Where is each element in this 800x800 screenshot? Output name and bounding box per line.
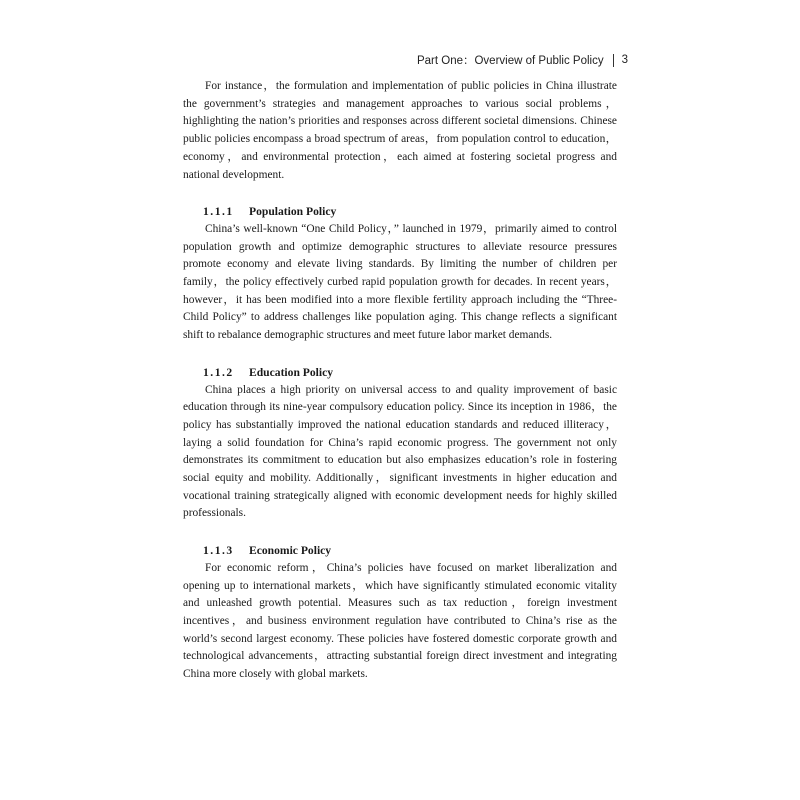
section-title: Economic Policy xyxy=(249,544,332,558)
body-text xyxy=(183,78,617,684)
header-divider xyxy=(613,54,614,67)
section-paragraph: For economic reform，China’s policies have focused on market liberalization and opening up to international markets，which have significantly stimulated economic vitality and unleashed growth potential. Measures such as tax reduction，foreign investment incentives，and business environment regulation have contributed to China’s rise as the world’s second largest economy. These policies have fostered domestic corporate growth and technological advancements，attracting substantial foreign direct investment and integrating China more closely with global markets. xyxy=(183,561,617,681)
section-education-policy xyxy=(183,364,617,523)
section-heading xyxy=(203,542,617,560)
section-number: 1.1.3 xyxy=(203,544,234,558)
section-paragraph: China’s well-known “One Child Policy，” launched in 1979，primarily aimed to control population growth and optimize demographic structures to alleviate resource pressures promote economy and elevate living standards. By limiting the number of children per family，the policy effectively curbed rapid population growth for decades. In recent years，however，it has been modified into a more flexible fertility approach including the “Three-Child Policy” to address challenges like population aging. This change reflects a significant shift to rebalance demographic structures and meet future labor market demands. xyxy=(183,222,617,342)
section-economic-policy xyxy=(183,542,617,684)
section-population-policy xyxy=(183,203,617,345)
section-paragraph: China places a high priority on universal access to and quality improvement of basic education through its nine-year compulsory education policy. Since its inception in 1986，the policy has substantially improved the national education standards and reduced illiteracy，laying a solid foundation for China’s rapid economic progress. The government not only demonstrates its commitment to education but also emphasizes education’s role in fostering social equity and mobility. Additionally，significant investments in higher education and vocational training strategically aligned with economic development needs for highly skilled professionals. xyxy=(183,383,617,520)
section-title: Population Policy xyxy=(249,205,337,219)
running-header xyxy=(417,52,628,68)
page-number: 3 xyxy=(621,54,628,66)
section-heading xyxy=(203,364,617,382)
running-title: Part One：Overview of Public Policy xyxy=(416,55,604,67)
section-number: 1.1.2 xyxy=(203,365,234,379)
section-title: Education Policy xyxy=(249,365,334,379)
intro-paragraph: For instance，the formulation and implementation of public policies in China illustrate the government’s strategies and management approaches to various social problems，highlighting the nation’s priorities and responses across different societal dimensions. Chinese public policies encompass a broad spectrum of areas，from population control to education，economy，and environmental protection，each aimed at fostering societal progress and national development. xyxy=(183,80,617,181)
section-heading xyxy=(203,203,617,221)
section-number: 1.1.1 xyxy=(203,205,234,219)
